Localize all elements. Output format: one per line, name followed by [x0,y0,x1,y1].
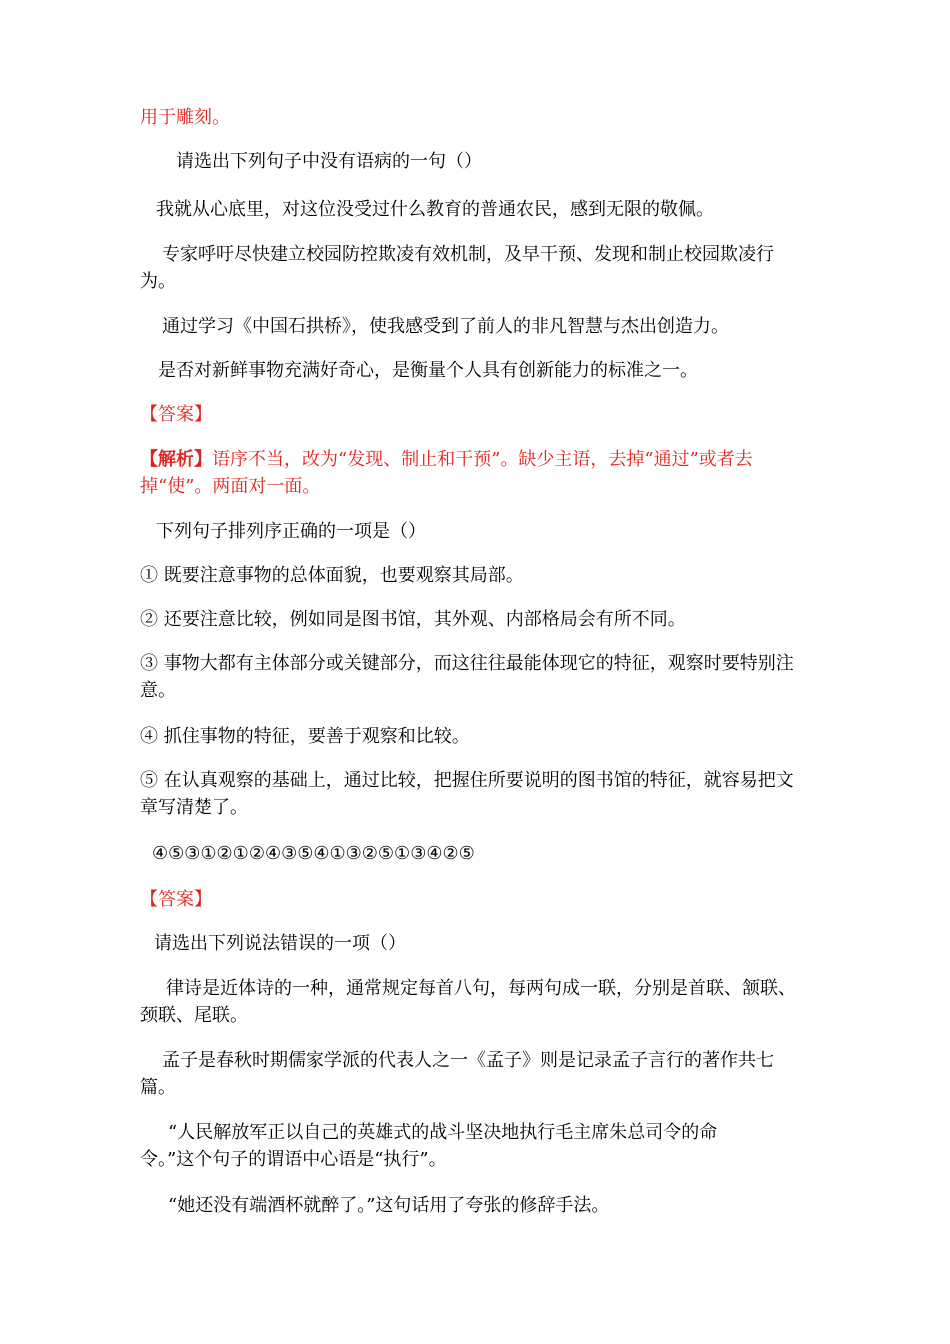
question-2-sentence-1: ① 既要注意事物的总体面貌，也要观察其局部。 [140,565,524,586]
question-1-option-c: 通过学习《中国石拱桥》，使我感受到了前人的非凡智慧与杰出创造力。 [162,316,729,337]
question-2-sentence-2: ② 还要注意比较，例如同是图书馆，其外观、内部格局会有所不同。 [140,609,686,630]
question-1-answer-label: 【答案】 [140,404,212,425]
previous-answer-tail: 用于雕刻。 [140,107,230,128]
question-1-analysis [140,446,808,500]
analysis-text: 语序不当，改为“发现、制止和干预”。缺少主语，去掉“通过”或者去掉“使”。两面对一面。 [140,449,753,497]
question-2-sentence-3: ③ 事物大都有主体部分或关键部分，而这往往最能体现它的特征，观察时要特别注意。 [140,653,794,701]
question-2-sentence-4: ④ 抓住事物的特征，要善于观察和比较。 [140,726,470,747]
question-2-answer-label: 【答案】 [140,889,212,910]
question-3-option-c: “人民解放军正以自己的英雄式的战斗坚决地执行毛主席朱总司令的命令。”这个句子的谓语中心语是“执行”。 [140,1122,718,1170]
question-1-option-b: 专家呼吁尽快建立校园防控欺凌有效机制，及早干预、发现和制止校园欺凌行为。 [140,244,774,292]
question-1-option-a: 我就从心底里，对这位没受过什么教育的普通农民，感到无限的敬佩。 [156,199,714,220]
question-3-option-d: “她还没有端酒杯就醉了。”这句话用了夸张的修辞手法。 [168,1195,610,1216]
question-3-option-a: 律诗是近体诗的一种，通常规定每首八句，每两句成一联，分别是首联、颔联、颈联、尾联。 [140,978,796,1026]
question-3-option-b: 孟子是春秋时期儒家学派的代表人之一《孟子》则是记录孟子言行的著作共七篇。 [140,1050,774,1098]
analysis-label: 【解析】 [140,449,212,470]
question-3-stem: 请选出下列说法错误的一项（） [154,933,406,954]
question-2-sentence-5: ⑤ 在认真观察的基础上，通过比较，把握住所要说明的图书馆的特征，就容易把文章写清楚了。 [140,770,794,818]
question-2-stem: 下列句子排列序正确的一项是（） [156,521,426,542]
question-1-stem: 请选出下列句子中没有语病的一句（） [176,151,482,172]
question-2-options: ④⑤③①②①②④③⑤④①③②⑤①③④②⑤ [152,843,475,864]
question-1-option-d: 是否对新鲜事物充满好奇心，是衡量个人具有创新能力的标准之一。 [158,360,698,381]
